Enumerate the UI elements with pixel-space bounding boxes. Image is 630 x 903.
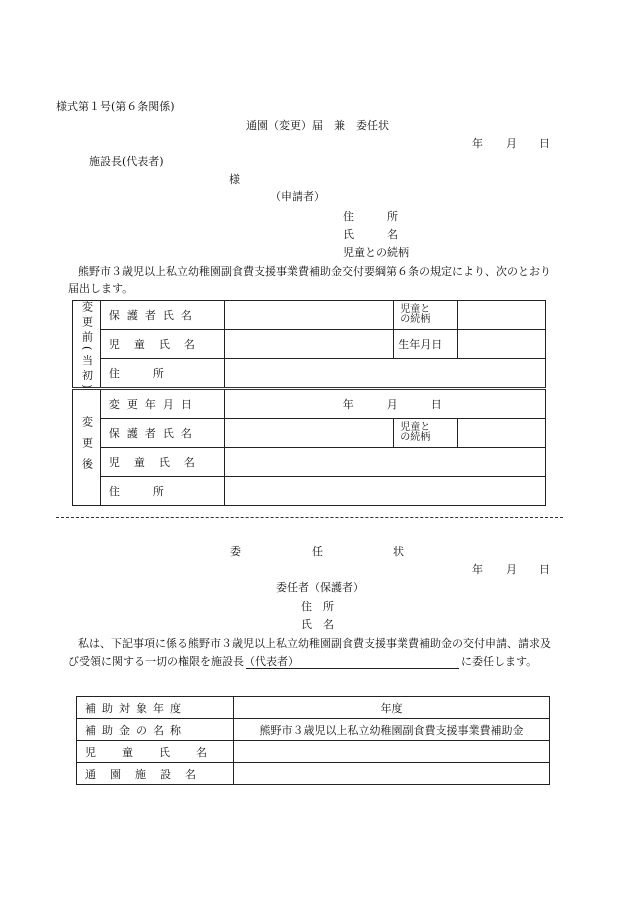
before-child-input[interactable] bbox=[224, 330, 393, 359]
before-birth-input[interactable] bbox=[458, 330, 546, 359]
before-address-label: 住 所 bbox=[100, 359, 224, 389]
after-address-input[interactable] bbox=[224, 477, 545, 506]
proxy-title-2: 任 bbox=[312, 545, 323, 558]
delegate-underline bbox=[246, 668, 459, 669]
cut-line bbox=[56, 517, 563, 518]
proxy-body-line1: 私は、下記事項に係る熊野市３歳児以上私立幼稚園副食費支援事業費補助金の交付申請、請求及 bbox=[78, 637, 551, 650]
delegator-name-label: 氏 名 bbox=[301, 618, 334, 631]
table-row bbox=[73, 477, 546, 506]
delegator-label: 委任者（保護者） bbox=[276, 581, 364, 594]
applicant-address-label: 住 所 bbox=[343, 210, 398, 223]
date-month: 月 bbox=[506, 137, 517, 150]
after-relation-input[interactable] bbox=[458, 419, 546, 448]
before-address-input[interactable] bbox=[224, 359, 545, 389]
sama: 様 bbox=[229, 173, 240, 186]
table-row bbox=[77, 719, 550, 741]
table-row bbox=[73, 301, 546, 330]
change-table bbox=[72, 300, 546, 506]
after-child-input[interactable] bbox=[224, 448, 545, 477]
before-section-label: 変更前(当初) bbox=[73, 301, 101, 389]
before-relation-label: 児童と の続柄 bbox=[394, 301, 458, 330]
proxy-body-line2: び受領に関する一切の権限を施設長（代表者） bbox=[68, 655, 299, 668]
applicant-name-label: 氏 名 bbox=[343, 228, 398, 241]
after-guardian-input[interactable] bbox=[224, 419, 393, 448]
applicant-label: （申請者） bbox=[270, 190, 325, 203]
before-guardian-label: 保護者氏名 bbox=[100, 301, 224, 330]
date-year: 年 bbox=[472, 137, 483, 150]
subsidy-year-value[interactable]: 年度 bbox=[234, 697, 550, 719]
table-row bbox=[73, 330, 546, 359]
after-change-date-label: 変更年月日 bbox=[100, 389, 224, 419]
before-birth-label: 生年月日 bbox=[394, 330, 458, 359]
intro-text-line2: 届出します。 bbox=[68, 282, 134, 295]
child-name-label: 児童氏名 bbox=[77, 741, 234, 763]
subsidy-name-value: 熊野市３歳児以上私立幼稚園副食費支援事業費補助金 bbox=[234, 719, 550, 741]
intro-text-line1: 熊野市３歳児以上私立幼稚園副食費支援事業費補助金交付要綱第６条の規定により、次のとおり bbox=[78, 265, 551, 278]
child-name-value[interactable] bbox=[234, 741, 550, 763]
after-guardian-label: 保護者氏名 bbox=[100, 419, 224, 448]
facility-name-value[interactable] bbox=[234, 763, 550, 785]
before-child-label: 児童氏名 bbox=[100, 330, 224, 359]
subsidy-year-label: 補助対象年度 bbox=[77, 697, 234, 719]
before-guardian-input[interactable] bbox=[224, 301, 393, 330]
proxy-date-day: 日 bbox=[539, 563, 550, 576]
table-row bbox=[77, 763, 550, 785]
table-row bbox=[77, 697, 550, 719]
subsidy-table bbox=[76, 696, 550, 785]
table-row bbox=[73, 359, 546, 389]
after-relation-label: 児童と の続柄 bbox=[394, 419, 458, 448]
page-title: 通園（変更）届 兼 委任状 bbox=[246, 119, 389, 132]
table-row bbox=[73, 448, 546, 477]
after-change-date-value[interactable]: 年 月 日 bbox=[224, 389, 545, 419]
addressee: 施設長(代表者) bbox=[89, 155, 164, 168]
date-day: 日 bbox=[539, 137, 550, 150]
proxy-title-3: 状 bbox=[393, 545, 404, 558]
table-row bbox=[77, 741, 550, 763]
after-address-label: 住 所 bbox=[100, 477, 224, 506]
proxy-date-month: 月 bbox=[506, 563, 517, 576]
applicant-relation-label: 児童との続柄 bbox=[343, 246, 409, 259]
subsidy-name-label: 補助金の名称 bbox=[77, 719, 234, 741]
proxy-date-year: 年 bbox=[472, 563, 483, 576]
after-section-label: 変更後 bbox=[73, 389, 101, 506]
delegator-address-label: 住 所 bbox=[301, 600, 334, 613]
table-row bbox=[73, 389, 546, 419]
table-row bbox=[73, 419, 546, 448]
proxy-title-1: 委 bbox=[230, 545, 241, 558]
form-number: 様式第１号(第６条関係) bbox=[56, 100, 175, 113]
after-child-label: 児童氏名 bbox=[100, 448, 224, 477]
before-relation-input[interactable] bbox=[458, 301, 546, 330]
facility-name-label: 通園施設名 bbox=[77, 763, 234, 785]
proxy-body-line2-end: に委任します。 bbox=[461, 655, 538, 668]
